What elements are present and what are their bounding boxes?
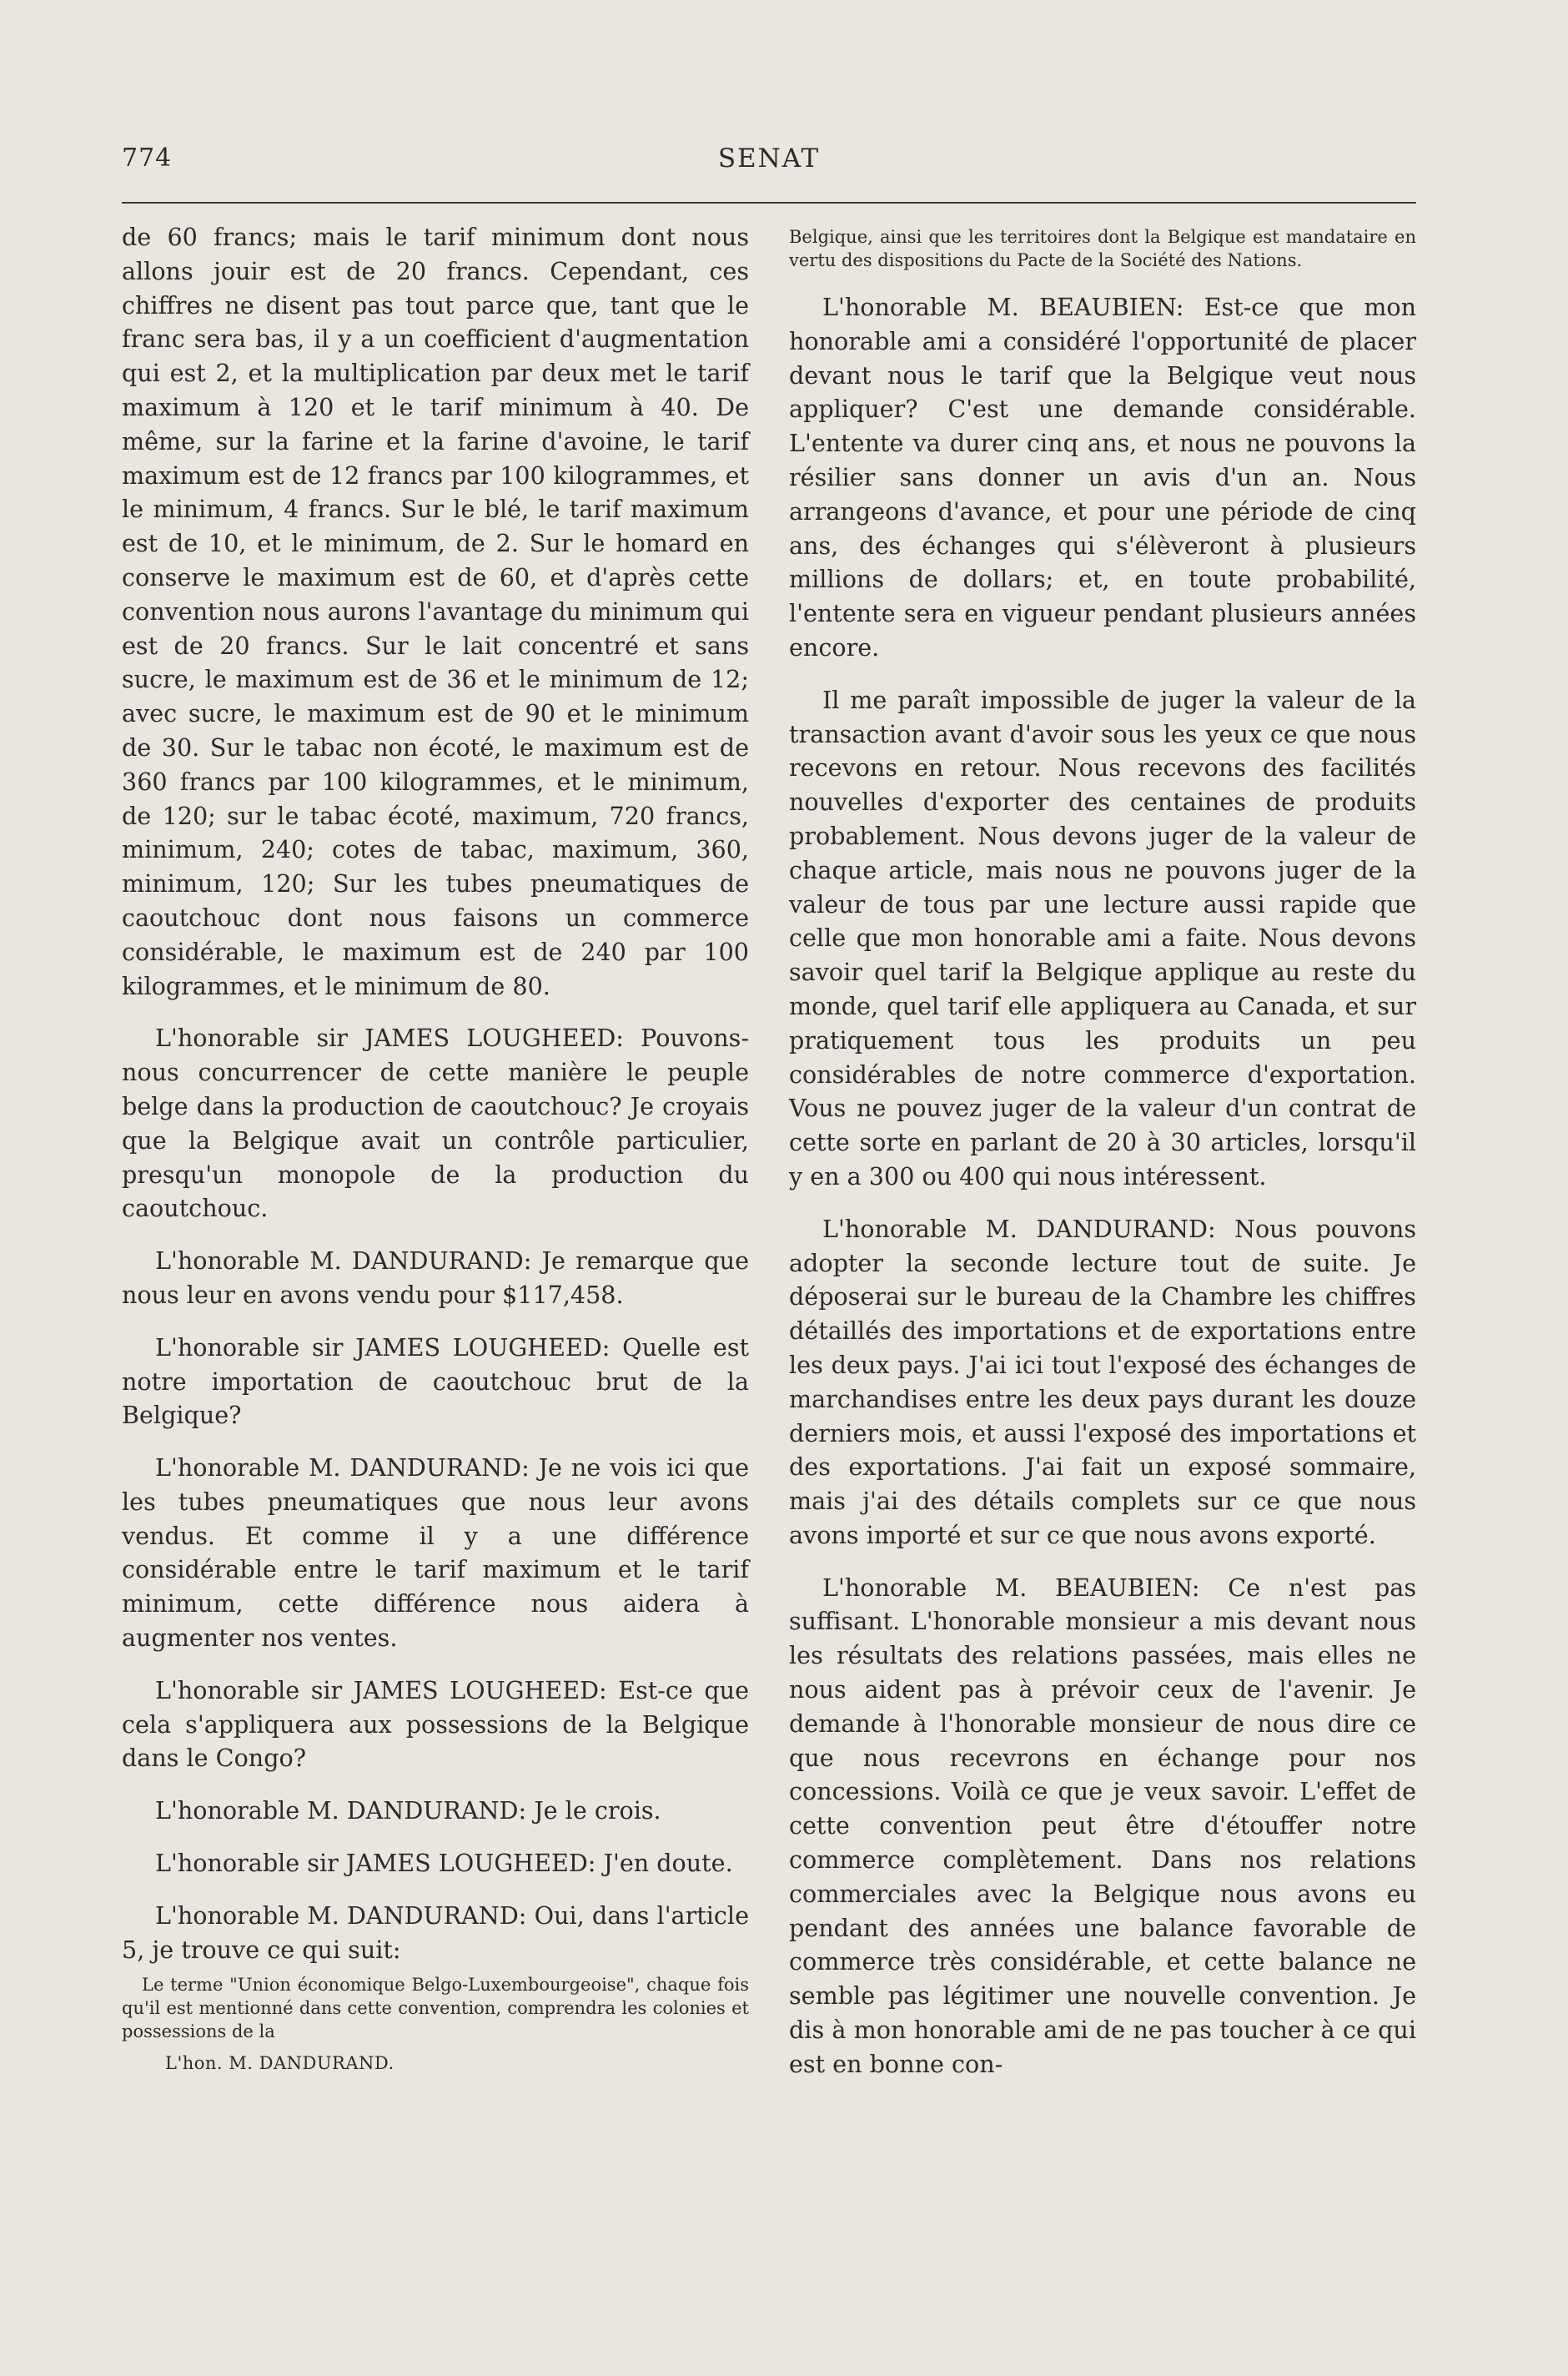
paragraph: L'honorable M. DANDURAND: Je remarque que nous leur en avons vendu pour $117,458. bbox=[122, 1246, 749, 1309]
paragraph: de 60 francs; mais le tarif minimum dont nous allons jouir est de 20 francs. Cependant, ces chiffres ne disent pas tout parce que, tant que le franc sera bas, il y a un coefficient d'augmentation qui est 2, et la multiplication par deux met le tarif maximum à 120 et le tarif minimum à 40. De même, sur la farine et la farine d'avoine, le tarif maximum est de 12 francs par 100 kilogrammes, et le minimum, 4 francs. Sur le blé, le tarif maximum est de 10, et le minimum, de 2. Sur le homard en conserve le maximum est de 60, et d'après cette convention nous aurons l'avantage du minimum qui est de 20 francs. Sur le lait concentré et sans sucre, le maximum est de 36 et le minimum de 12; avec sucre, le maximum est de 90 et le minimum de 30. Sur le tabac non écoté, le maximum est de 360 francs par 100 kilogrammes, et le minimum, de 120; sur le tabac écoté, maximum, 720 francs, minimum, 240; cotes de tabac, maximum, 360, minimum, 120; Sur les tubes pneumatiques de caoutchouc dont nous faisons un commerce considérable, le maximum est de 240 par 100 kilogrammes, et le minimum de 80. bbox=[122, 223, 749, 1000]
page-header bbox=[122, 143, 1416, 194]
header-rule bbox=[122, 202, 1416, 204]
paragraph: L'honorable M. DANDURAND: Je le crois. bbox=[155, 1796, 661, 1825]
paragraph: L'honorable sir JAMES LOUGHEED: J'en doute. bbox=[155, 1849, 733, 1878]
paragraph: L'honorable M. BEAUBIEN: Est-ce que mon honorable ami a considéré l'opportunité de placer devant nous le tarif que la Belgique veut nous appliquer? C'est une demande considérable. L'entente va durer cinq ans, et nous ne pouvons la résilier sans donner un avis d'un an. Nous arrangeons d'avance, et pour une période de cinq ans, des échanges qui s'élèveront à plusieurs millions de dollars; et, en toute probabilité, l'entente sera en vigueur pendant plusieurs années encore. bbox=[789, 293, 1416, 662]
signature-line: L'hon. M. DANDURAND. bbox=[165, 2053, 395, 2074]
paragraph: L'honorable sir JAMES LOUGHEED: Quelle est notre importation de caoutchouc brut de la Belgique? bbox=[122, 1332, 749, 1430]
left-column bbox=[122, 220, 749, 2075]
quoted-article: Le terme "Union économique Belgo-Luxembourgeoise", chaque fois qu'il est mentionné dans cette convention, comprendra les colonies et possessions de la bbox=[122, 1975, 749, 2042]
paragraph: L'honorable sir JAMES LOUGHEED: Pouvons-nous concurrencer de cette manière le peuple belge dans la production de caoutchouc? Je croyais que la Belgique avait un contrôle particulier, presqu'un monopole de la production du caoutchouc. bbox=[122, 1024, 749, 1223]
paragraph: L'honorable sir JAMES LOUGHEED: Est-ce que cela s'appliquera aux possessions de la Belgique dans le Congo? bbox=[122, 1675, 749, 1773]
running-head: SENAT bbox=[717, 143, 821, 174]
page-number: 774 bbox=[122, 143, 173, 173]
paragraph: L'honorable M. DANDURAND: Je ne vois ici que les tubes pneumatiques que nous leur avons vendus. Et comme il y a une différence considérable entre le tarif maximum et le tarif minimum, cette différence nous aidera à augmenter nos ventes. bbox=[122, 1453, 749, 1653]
paragraph: Il me paraît impossible de juger la valeur de la transaction avant d'avoir sous les yeux ce que nous recevons en retour. Nous recevons des facilités nouvelles d'exporter des centaines de produits probablement. Nous devons juger de la valeur de chaque article, mais nous ne pouvons juger de la valeur de tous par une lecture aussi rapide que celle que mon honorable ami a faite. Nous devons savoir quel tarif la Belgique applique au reste du monde, quel tarif elle appliquera au Canada, et sur pratiquement tous les produits un peu considérables de notre commerce d'exportation. Vous ne pouvez juger de la valeur d'un contrat de cette sorte en parlant de 20 à 30 articles, lorsqu'il y en a 300 ou 400 qui nous intéressent. bbox=[789, 685, 1416, 1191]
right-column bbox=[789, 220, 1416, 2082]
paragraph: L'honorable M. BEAUBIEN: Ce n'est pas suffisant. L'honorable monsieur a mis devant nous les résultats des relations passées, mais elles ne nous aident pas à prévoir ceux de l'avenir. Je demande à l'honorable monsieur de nous dire ce que nous recevrons en échange pour nos concessions. Voilà ce que je veux savoir. L'effet de cette convention peut être d'étouffer notre commerce complètement. Dans nos relations commerciales avec la Belgique nous avons eu pendant des années une balance favorable de commerce très considérable, et cette balance ne semble pas légitimer une nouvelle convention. Je dis à mon honorable ami de ne pas toucher à ce qui est en bonne con- bbox=[789, 1573, 1416, 2078]
paragraph: L'honorable M. DANDURAND: Oui, dans l'article 5, je trouve ce qui suit: bbox=[122, 1900, 749, 1964]
quoted-article-continued: Belgique, ainsi que les territoires dont la Belgique est mandataire en vertu des dispositions du Pacte de la Société des Nations. bbox=[789, 227, 1416, 270]
paragraph: L'honorable M. DANDURAND: Nous pouvons adopter la seconde lecture tout de suite. Je déposerai sur le bureau de la Chambre les chiffres détaillés des importations et de exportations entre les deux pays. J'ai ici tout l'exposé des échanges de marchandises entre les deux pays durant les douze derniers mois, et aussi l'exposé des importations et des exportations. J'ai fait un exposé sommaire, mais j'ai des détails complets sur ce que nous avons importé et sur ce que nous avons exporté. bbox=[789, 1214, 1416, 1549]
